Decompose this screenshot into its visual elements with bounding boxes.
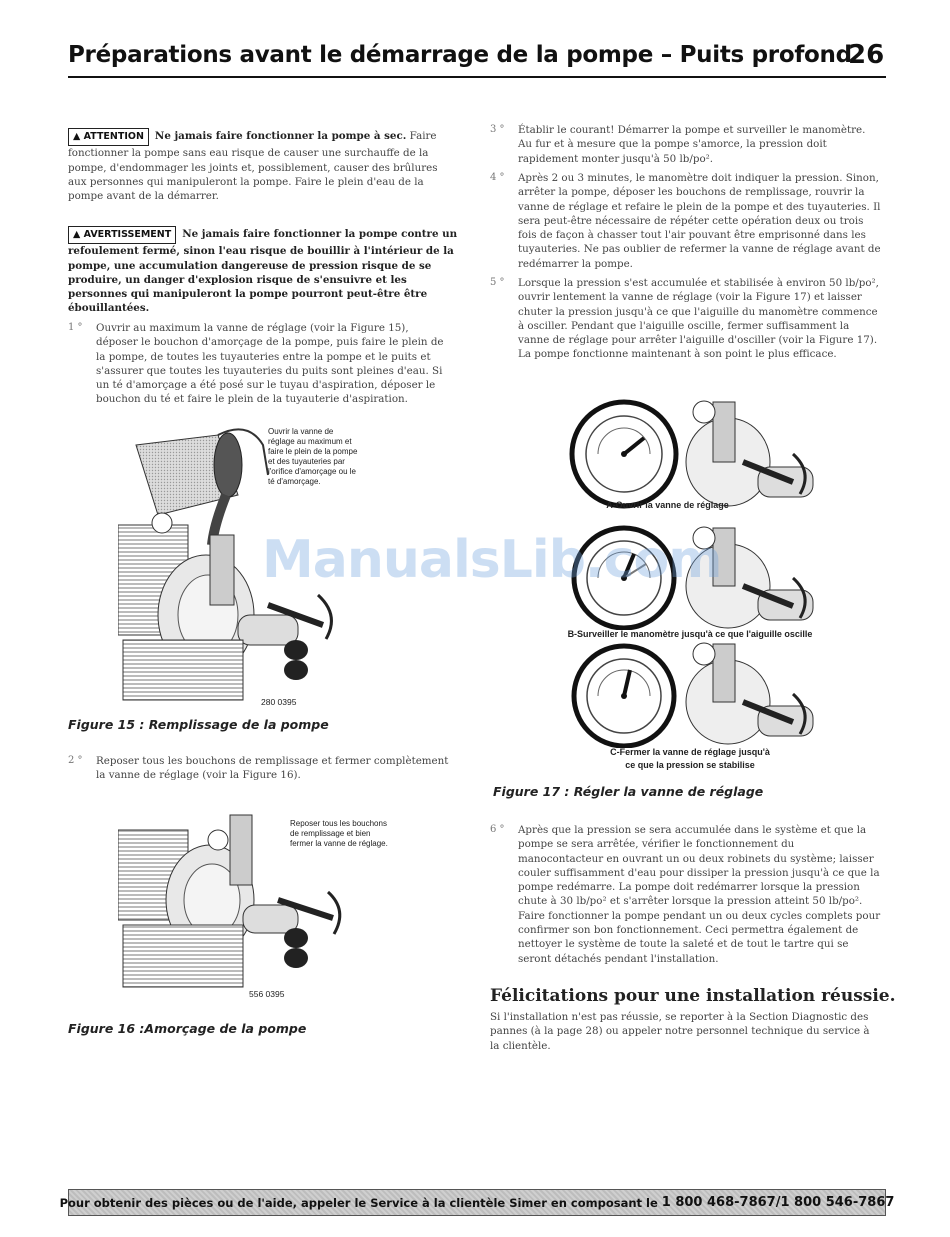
figure-17c-label xyxy=(560,746,820,772)
step-5 xyxy=(490,276,882,362)
figure-17b-label: B-Surveiller le manomètre jusqu'à ce que l'aiguille oscille xyxy=(567,629,813,639)
step-4 xyxy=(490,171,882,271)
step-6 xyxy=(490,823,882,966)
watermark: ManualsLib.com xyxy=(262,530,722,590)
footer-text: Pour obtenir des pièces ou de l'aide, appeler le Service à la clientèle Simer en composant le xyxy=(59,1195,658,1210)
title-rule xyxy=(68,76,886,78)
step-text: Lorsque la pression s'est accumulée et stabilisée à environ 50 lb/po², ouvrir lentement la vanne de réglage (voir la Figure 17) et laisser chuter la pression jusqu'à ce que l'aiguille du manomètre commence à osciller. Pendant que l'aiguille oscille, fermer suffisamment la vanne de réglage pour arrêter l'aiguille d'osciller (voir la Figure 17). La pompe fonctionne maintenant à son point le plus efficace. xyxy=(518,277,879,361)
figure-16-caption: Figure 16 :Amorçage de la pompe xyxy=(68,1021,307,1036)
step-text: Établir le courant! Démarrer la pompe et surveiller le manomètre. Au fur et à mesure que la pompe s'amorce, la pression doit rapidement monter jusqu'à 50 lb/po². xyxy=(518,124,866,165)
figure-17c-label-line1: C-Fermer la vanne de réglage jusqu'à xyxy=(610,747,770,757)
congratulations-heading: Félicitations pour une installation réussie. xyxy=(490,986,896,1006)
step-number: 4 ° xyxy=(490,172,505,183)
step-text: Reposer tous les bouchons de remplissage et fermer complètement la vanne de réglage (voir la Figure 16). xyxy=(96,755,449,782)
step-number: 2 ° xyxy=(68,755,83,766)
step-text: Après que la pression se sera accumulée dans le système et que la pompe se sera arrêtée, vérifier le fonctionnement du manocontacteur en ouvrant un ou deux robinets du système; laisser couler suffisamment d'eau pour dissiper la pression jusqu'à ce que la pompe redémarre. La pompe doit redémarrer lorsque la pression chute à 30 lb/po² et s'arrêter lorsque la pression atteint 50 lb/po². Faire fonctionner la pompe pendant un ou deux cycles complets pour confirmer son bon fonctionnement. Ceci permettra également de nettoyer le système de toute la saleté et de tout le tartre qui se seront détachés pendant l'installation. xyxy=(518,824,881,965)
warning-bold: Ne jamais faire fonctionner la pompe contre un refoulement fermé, sinon l'eau risque de bouillir à l'intérieur de la pompe, une accumulation dangereuse de pression risque de se produire, un danger d'explosion risque de s'ensuivre et les personnes qui manipuleront la pompe pourront peut-être être ébouillantées. xyxy=(68,228,458,315)
attention-text: Faire fonctionner la pompe sans eau risque de causer une surchauffe de la pompe, d'endommager les joints et, possiblement, causer des brûlures aux personnes qui manipuleront la pompe. Faire le plein d'eau de la pompe avant de la démarrer. xyxy=(68,130,438,203)
step-text: Ouvrir au maximum la vanne de réglage (voir la Figure 15), déposer le bouchon d'amorçage de la pompe, puis faire le plein de la pompe, de toutes les tuyauteries entre la pompe et le puits et s'assurer que toutes les tuyauteries du puits sont pleines d'eau. Si un té d'amorçage a été posé sur le tuyau d'aspiration, déposer le bouchon du té et faire le plein de la tuyauterie d'aspiration. xyxy=(96,322,444,406)
attention-badge: ▲ ATTENTION xyxy=(68,128,149,146)
figure-17-caption: Figure 17 : Régler la vanne de réglage xyxy=(493,784,764,799)
step-number: 6 ° xyxy=(490,824,505,835)
figure-16-code: 556 0395 xyxy=(249,989,285,999)
attention-block xyxy=(68,128,450,203)
figure-17a-label: A-Ouvrir la vanne de réglage xyxy=(606,500,729,510)
step-number: 1 ° xyxy=(68,322,83,333)
footer-phone: 1 800 468-7867/1 800 546-7867 xyxy=(661,1195,895,1210)
step-2 xyxy=(68,754,450,783)
figure-17c-label-line2: ce que la pression se stabilise xyxy=(625,760,755,770)
figure-15-code: 280 0395 xyxy=(261,697,297,707)
figure-15-callout: Ouvrir la vanne de réglage au maximum et faire le plein de la pompe et des tuyauteries par l'orifice d'amorçage ou le té d'amorçage. xyxy=(268,427,358,486)
attention-bold: Ne jamais faire fonctionner la pompe à sec. xyxy=(154,130,407,142)
figure-15-caption: Figure 15 : Remplissage de la pompe xyxy=(68,717,329,732)
page-number: 26 xyxy=(848,40,885,70)
warning-triangle-icon: ▲ xyxy=(73,229,81,240)
footer-banner xyxy=(59,1189,895,1216)
avertissement-badge: ▲ AVERTISSEMENT xyxy=(68,226,176,244)
step-3 xyxy=(490,123,882,166)
step-number: 3 ° xyxy=(490,124,505,135)
figure-17a-illustration xyxy=(568,382,828,510)
page-title: Préparations avant le démarrage de la pompe – Puits profond xyxy=(68,42,852,68)
warning-triangle-icon: ▲ xyxy=(73,131,81,142)
figure-16-callout: Reposer tous les bouchons de remplissage et bien fermer la vanne de réglage. xyxy=(290,819,388,848)
figure-17c-illustration xyxy=(568,640,828,748)
warning-block xyxy=(68,226,460,316)
step-1 xyxy=(68,321,450,407)
congratulations-text: Si l'installation n'est pas réussie, se reporter à la Section Diagnostic des pannes (à la page 28) ou appeler notre personnel technique du service à la clientèle. xyxy=(490,1011,870,1052)
step-number: 5 ° xyxy=(490,277,505,288)
step-text: Après 2 ou 3 minutes, le manomètre doit indiquer la pression. Sinon, arrêter la pompe, déposer les bouchons de remplissage, rouvrir la vanne de réglage et refaire le plein de la pompe et des tuyauteries. Il sera peut-être nécessaire de répéter cette opération deux ou trois fois de façon à chasser tout l'air pouvant être emprisonné dans les tuyauteries. Ne pas oublier de refermer la vanne de réglage avant de redémarrer la pompe. xyxy=(518,172,881,270)
